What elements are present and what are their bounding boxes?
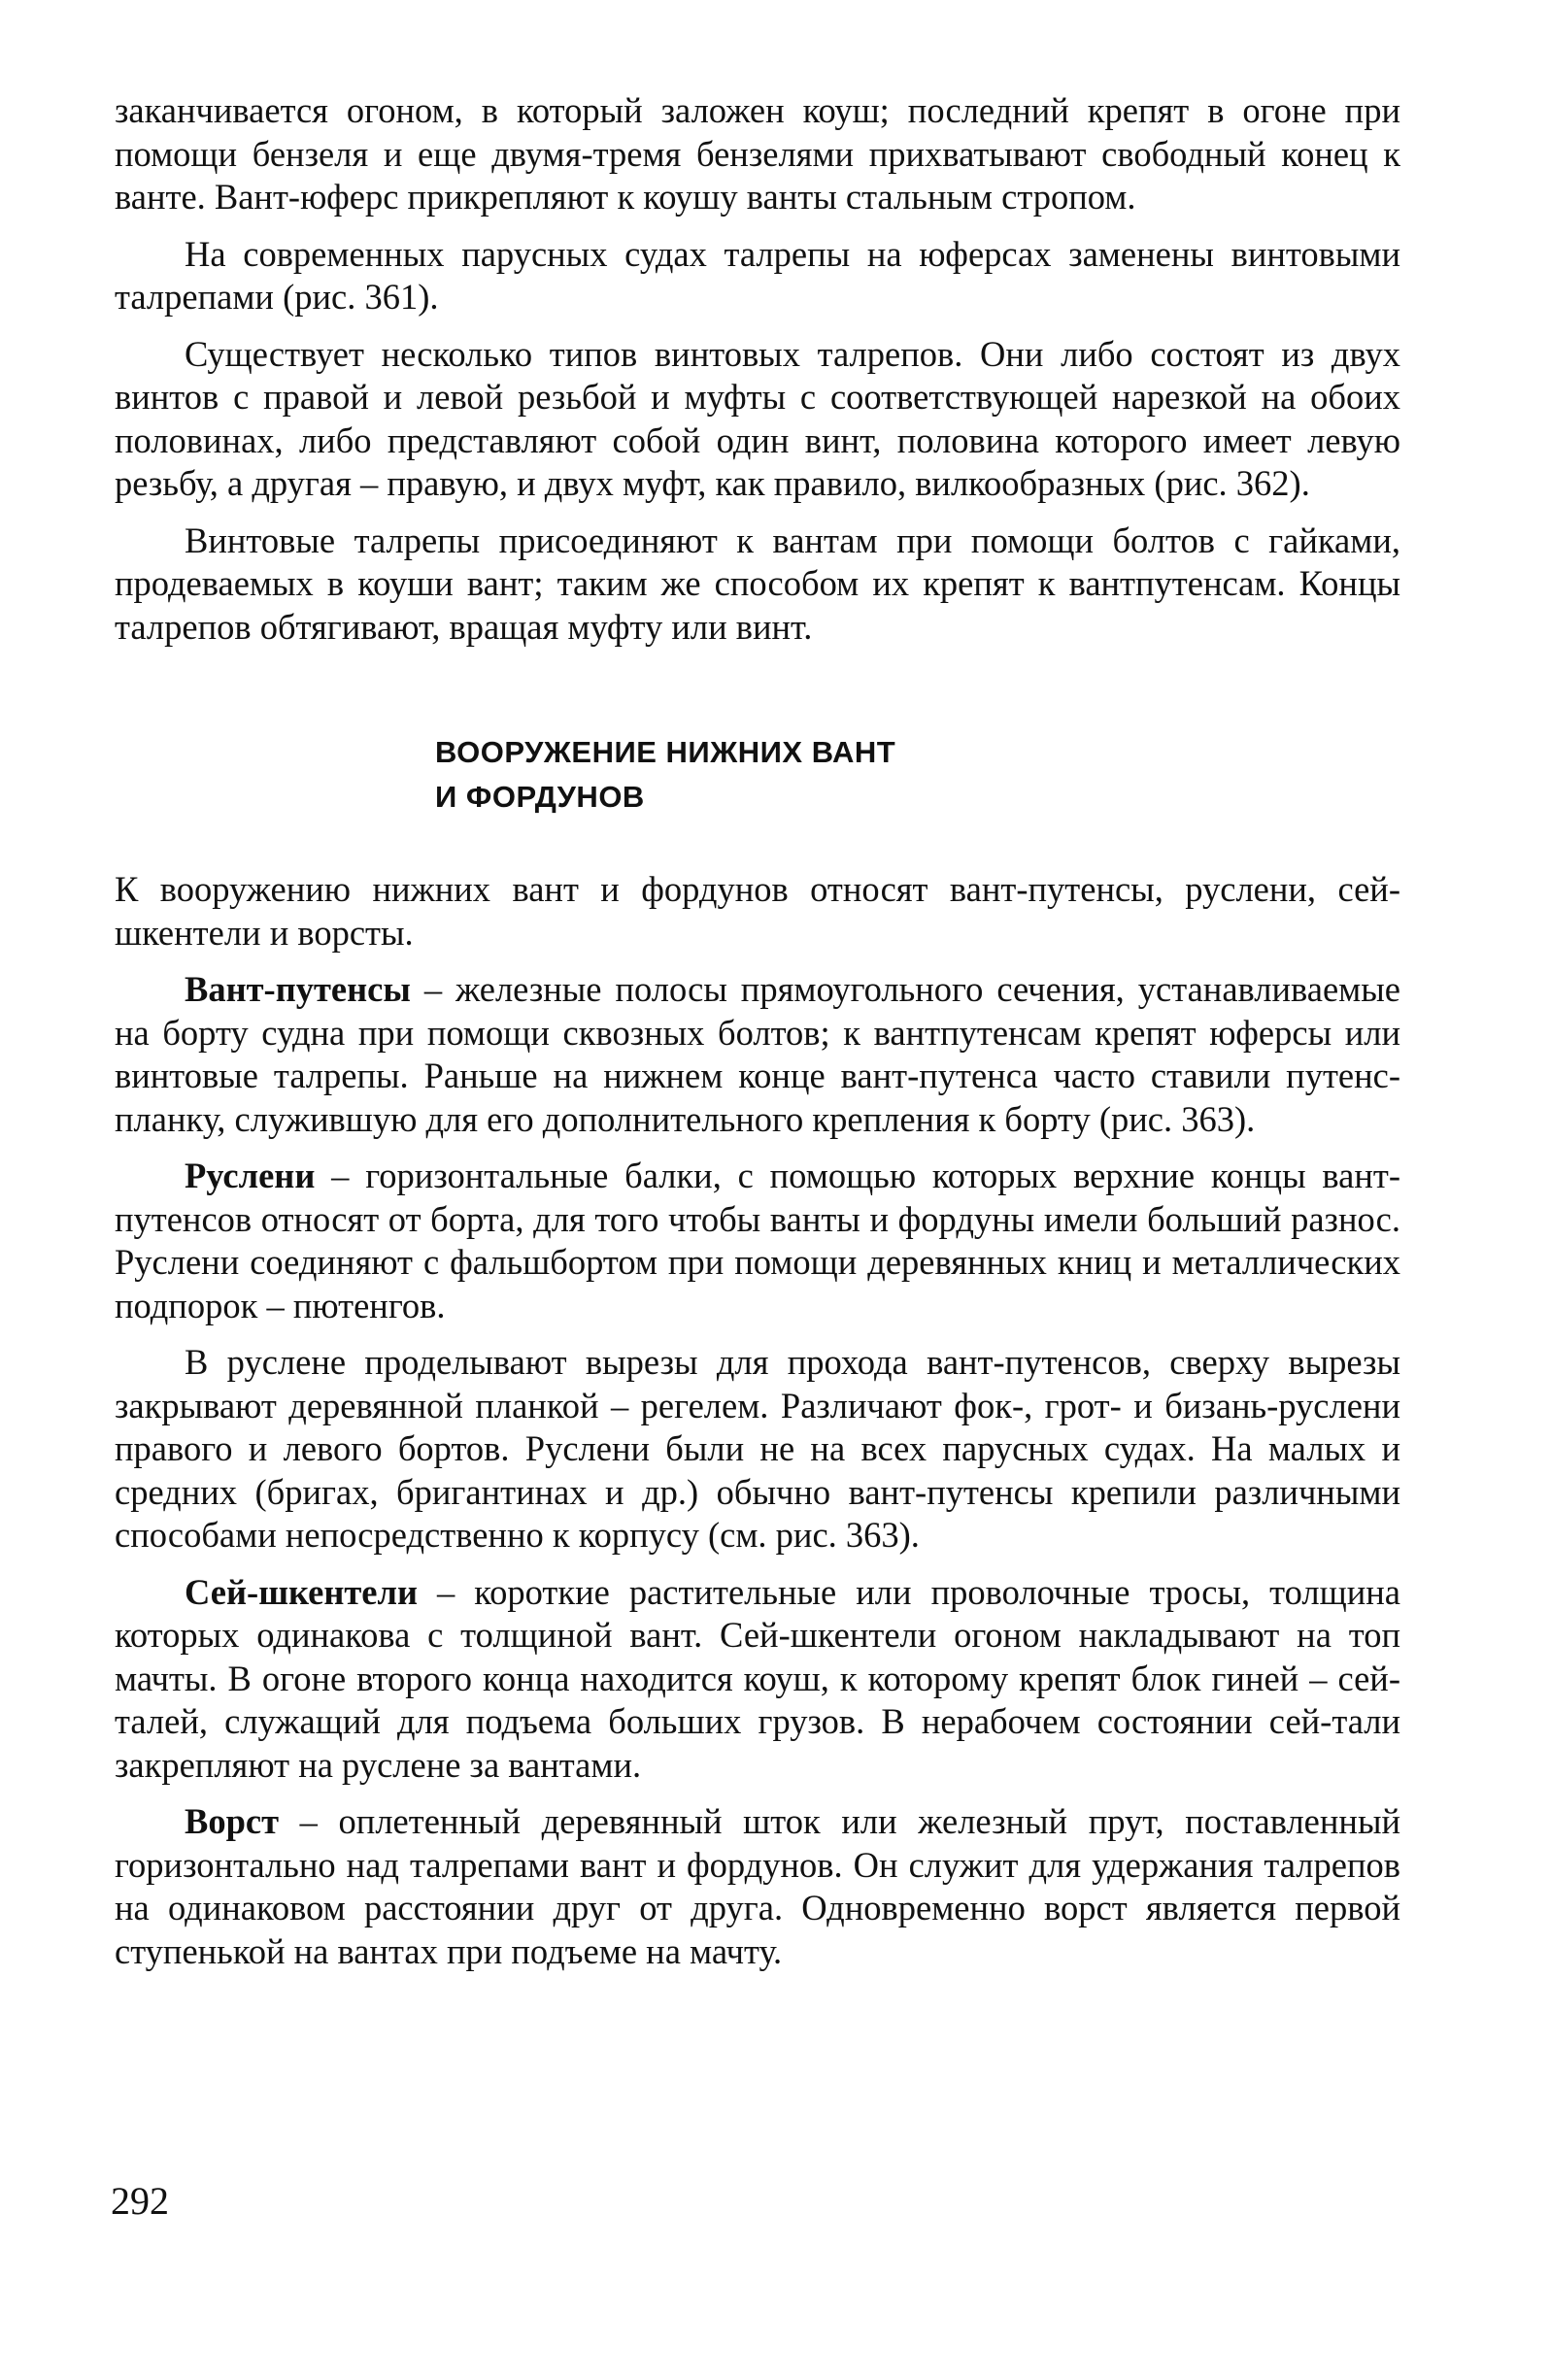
definition-channels (115, 1155, 1400, 1327)
page-number: 292 (111, 2179, 169, 2223)
definition-sheer-pole (115, 1800, 1400, 1973)
paragraph-channel-cutouts: В руслене проделывают вырезы для прохода вант-путенсов, сверху вырезы закрывают деревянной планкой – регелем. Различают фок-, грот- и бизань-руслени правого и левого бортов. Руслени были не на всех парусных судах. На малых и средних (бригах, бригантинах и др.) обычно вант-путенсы крепили различными способами непосредственно к корпусу (см. рис. 363). (115, 1342, 1400, 1555)
paragraph-turnbuckle-attachment: Винтовые талрепы присоединяют к вантам при помощи болтов с гайками, продеваемых в коуши вант; таким же способом их крепят к вантпутенсам. Концы талрепов обтягивают, вращая муфту или винт. (115, 520, 1400, 647)
definition-sheer-pole-text: – оплетенный деревянный шток или железный прут, поставленный горизонтально над талрепами вант и фордунов. Он служит для удержания талрепов на одинаковом расстоянии друг от друга. Одновременно ворст является первой ступенькой на вантах при подъеме на мачту. (115, 1801, 1400, 1971)
paragraph-section-intro: К вооружению нижних вант и фордунов относят вант-путенсы, руслени, сей-шкентели и ворсты. (115, 869, 1400, 953)
section-heading (435, 730, 1400, 820)
term-chainplates: Вант-путенсы (185, 969, 411, 1009)
term-channels: Руслени (185, 1156, 316, 1195)
paragraph-turnbuckle-types: Существует несколько типов винтовых талрепов. Они либо состоят из двух винтов с правой и левой резьбой и муфты с соответствующей нарезкой на обоих половинах, либо представляют собой один винт, половина которого имеет левую резьбу, а другая – правую, и двух муфт, как правило, вилкообразных (рис. 362). (115, 333, 1400, 503)
term-pendants: Сей-шкентели (185, 1571, 418, 1612)
paragraph-continuation: заканчивается огоном, в который заложен коуш; последний крепят в огоне при помощи бензеля и еще двумя-тремя бензелями прихватывают свободный конец к ванте. Вант-юферс прикрепляют к коушу ванты стальным стропом. (115, 90, 1400, 217)
section-heading-line-2: И ФОРДУНОВ (435, 780, 645, 814)
definition-chainplates-text: – железные полосы прямоугольного сечения, устанавливаемые на борту судна при помощи сквозных болтов; к вантпутенсам крепят юферсы или винтовые талрепы. Раньше на нижнем конце вант-путенса часто ставили путенс-планку, служившую для его дополнительного крепления к борту (рис. 363). (115, 969, 1400, 1139)
definition-channels-text: – горизонтальные балки, с помощью которых верхние концы вант-путенсов относят от борта, для того чтобы ванты и фордуны имели больший разнос. Руслени соединяют с фальшбортом при помощи деревянных книц и металлических подпорок – пютенгов. (115, 1156, 1400, 1325)
definition-pendants-text: – короткие растительные или проволочные тросы, толщина которых одинакова с толщиной вант. Сей-шкентели огоном накладывают на топ мачты. В огоне второго конца находится коуш, к которому крепят блок гиней – сей-талей, служащий для подъема больших грузов. В нерабочем состоянии сей-тали закрепляют на руслене за вантами. (115, 1571, 1400, 1785)
section-heading-line-1: ВООРУЖЕНИЕ НИЖНИХ ВАНТ (435, 735, 896, 769)
document-page (115, 89, 1400, 1987)
definition-pendants (115, 1571, 1400, 1788)
paragraph-screw-turnbuckles: На современных парусных судах талрепы на юферсах заменены винтовыми талрепами (рис. 361). (115, 233, 1400, 317)
term-sheer-pole: Ворст (185, 1801, 280, 1841)
definition-chainplates (115, 968, 1400, 1141)
